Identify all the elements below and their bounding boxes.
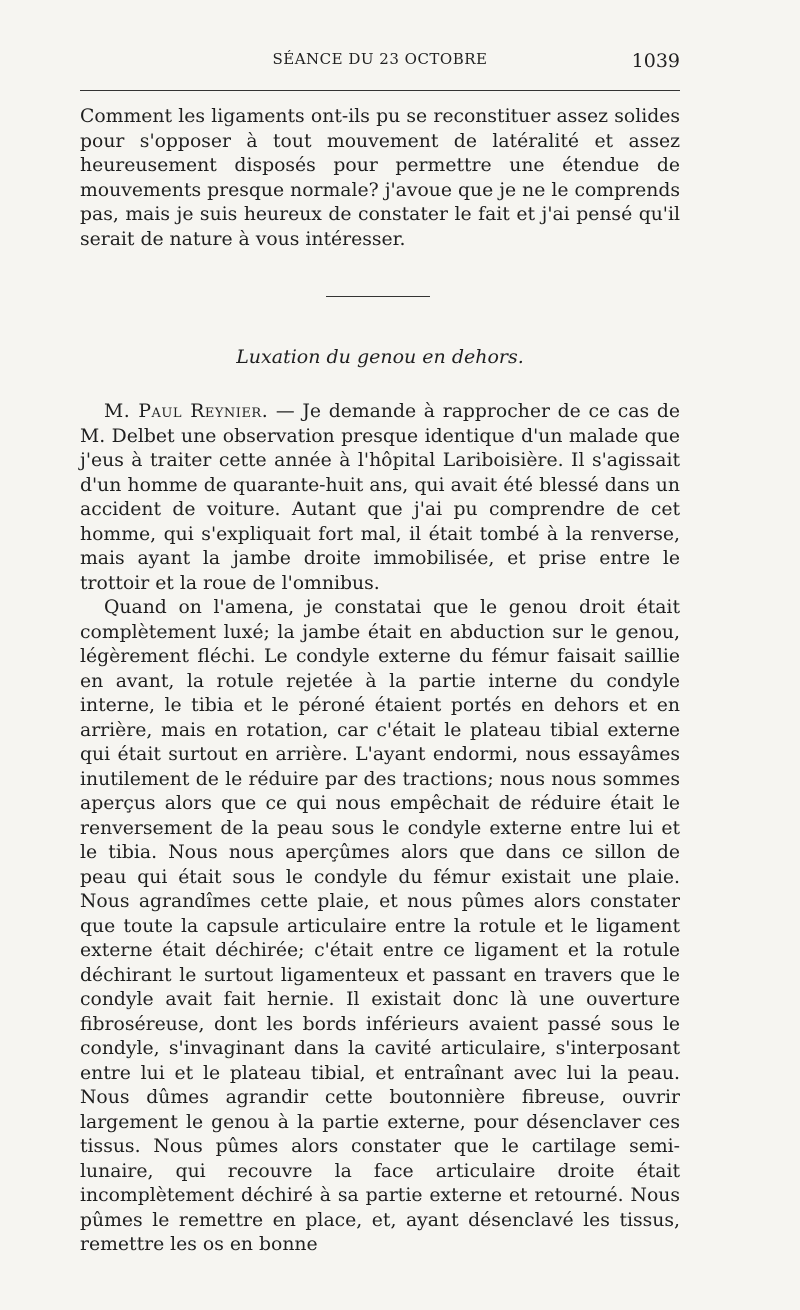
page-number: 1039 (631, 50, 680, 72)
paragraph-2-content (80, 400, 680, 596)
section-divider (326, 296, 430, 297)
paragraph-2-text: — Je demande à rapprocher de ce cas de M. Delbet une observation presque identique d'un malade que j'eus à traiter cette année à l'hôpital Lariboisière. Il s'agissait d'un homme de quarante-huit ans, qui avait été blessé dans un accident de voiture. Autant que j'ai pu comprendre de cet homme, qui s'expliquait fort mal, il était tombé à la renverse, mais ayant la jambe droite immobilisée, et prise entre le trottoir et la roue de l'omnibus. (80, 401, 680, 594)
paragraph-2 (80, 400, 680, 596)
paragraph-3-block (80, 596, 680, 1258)
running-title: SÉANCE DU 23 OCTOBRE (272, 50, 488, 68)
running-header (80, 50, 680, 74)
speaker-name: M. Paul Reynier. (104, 401, 269, 422)
header-rule (80, 90, 680, 91)
section-title: Luxation du genou en dehors. (236, 346, 524, 368)
paragraph-1: Comment les ligaments ont-ils pu se reconstituer assez solides pour s'opposer à tout mouvement de latéralité et assez heureusement disposés pour permettre une étendue de mouvements presque normale? j'avoue que je ne le comprends pas, mais je suis heureux de constater le fait et j'ai pensé qu'il serait de nature à vous intéresser. (80, 106, 680, 250)
paragraph-3: Quand on l'amena, je constatai que le genou droit était complètement luxé; la jambe était en abduction sur le genou, légèrement fléchi. Le condyle externe du fémur faisait saillie en avant, la rotule rejetée à la partie interne du condyle interne, le tibia et le péroné étaient portés en dehors et en arrière, mais en rotation, car c'était le plateau tibial externe qui était surtout en arrière. L'ayant endormi, nous essayâmes inutilement de le réduire par des tractions; nous nous sommes aperçus alors que ce qui nous empêchait de réduire était le renversement de la peau sous le condyle externe entre lui et le tibia. Nous nous aperçûmes alors que dans ce sillon de peau qui était sous le condyle du fémur existait une plaie. Nous agrandîmes cette plaie, et nous pûmes alors constater que toute la capsule articulaire entre la rotule et le ligament externe était déchirée; c'était entre ce ligament et la rotule déchirant le surtout ligamenteux et passant en travers que le condyle avait fait hernie. Il existait donc là une ouverture fibroséreuse, dont les bords inférieurs avaient passé sous le condyle, s'invaginant dans la cavité articulaire, s'interposant entre lui et le plateau tibial, et entraînant avec lui la peau. Nous dûmes agrandir cette boutonnière fibreuse, ouvrir largement le genou à la partie externe, pour désenclaver ces tissus. Nous pûmes alors constater que le cartilage semi-lunaire, qui recouvre la face articulaire droite était incomplètement déchiré à sa partie externe et retourné. Nous pûmes le remettre en place, et, ayant désenclavé les tissus, remettre les os en bonne (80, 597, 680, 1255)
